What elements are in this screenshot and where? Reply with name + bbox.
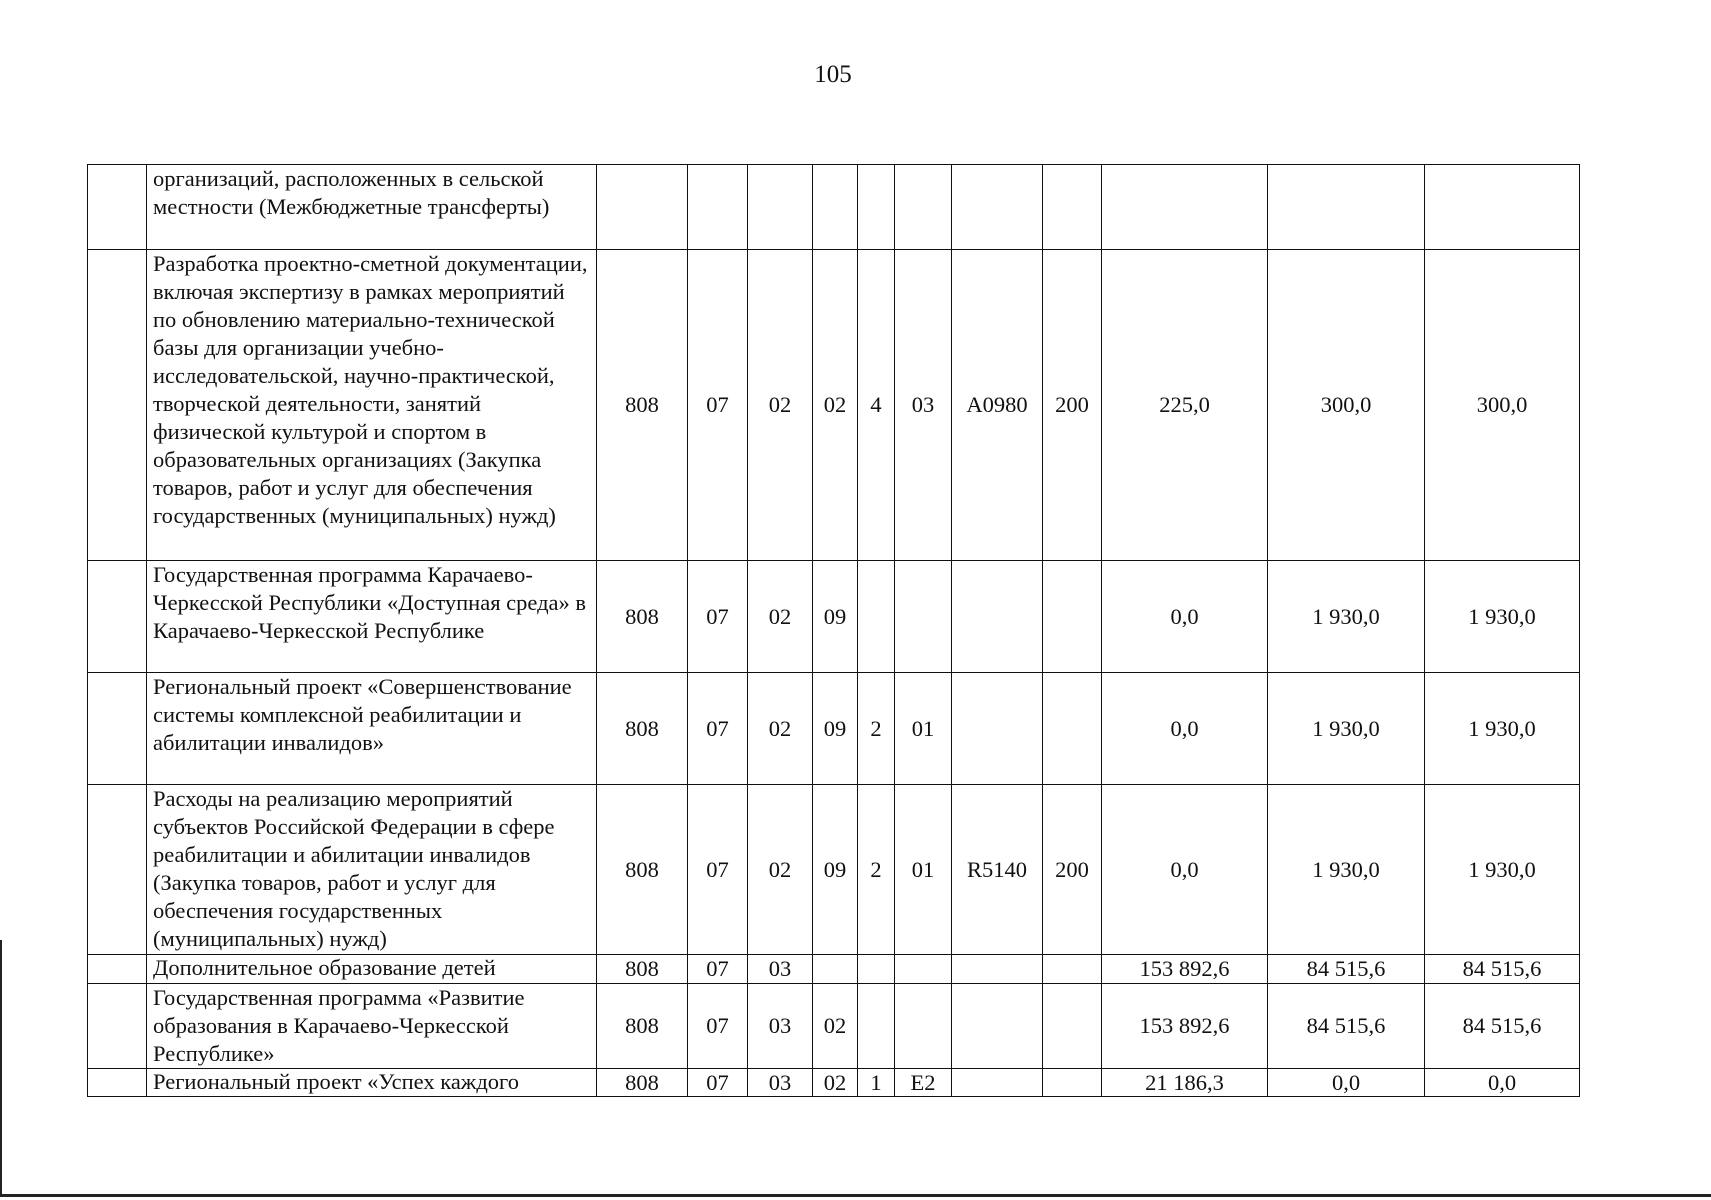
- ministry-code-cell: 808: [597, 250, 688, 561]
- amount-cell-2: 84 515,6: [1268, 955, 1425, 984]
- amount-cell-1: 153 892,6: [1102, 984, 1268, 1069]
- amount-cell-1: 0,0: [1102, 785, 1268, 955]
- expense-type-cell: 200: [1043, 785, 1102, 955]
- section-code-cell: 07: [688, 984, 748, 1069]
- row-number-cell: [88, 165, 147, 250]
- subsection-code-cell: 02: [748, 673, 813, 785]
- subsection-code-cell: 03: [748, 1069, 813, 1097]
- subsection-code-cell: 02: [748, 250, 813, 561]
- direction-code-cell: [952, 984, 1043, 1069]
- ministry-code-cell: 808: [597, 955, 688, 984]
- section-code-cell: 07: [688, 673, 748, 785]
- ministry-code-cell: [597, 165, 688, 250]
- budget-table: [87, 164, 1580, 1097]
- amount-cell-1: [1102, 165, 1268, 250]
- section-code-cell: 07: [688, 561, 748, 673]
- amount-cell-2: 84 515,6: [1268, 984, 1425, 1069]
- amount-cell-1: 0,0: [1102, 561, 1268, 673]
- subprogram-code-cell: 1: [858, 1069, 895, 1097]
- row-number-cell: [88, 561, 147, 673]
- amount-cell-2: 300,0: [1268, 250, 1425, 561]
- amount-cell-2: 1 930,0: [1268, 561, 1425, 673]
- item-name-cell: Дополнительное образование детей: [147, 955, 597, 984]
- program-code-cell: [813, 165, 858, 250]
- row-number-cell: [88, 955, 147, 984]
- subprogram-code-cell: [858, 561, 895, 673]
- amount-cell-1: 0,0: [1102, 673, 1268, 785]
- amount-cell-3: [1425, 165, 1580, 250]
- subsection-code-cell: 02: [748, 785, 813, 955]
- page-number: 105: [814, 61, 852, 88]
- row-number-cell: [88, 984, 147, 1069]
- event-code-cell: 01: [895, 673, 952, 785]
- direction-code-cell: R5140: [952, 785, 1043, 955]
- table-row: [88, 1069, 1580, 1097]
- amount-cell-1: 21 186,3: [1102, 1069, 1268, 1097]
- program-code-cell: [813, 955, 858, 984]
- expense-type-cell: 200: [1043, 250, 1102, 561]
- table-row: [88, 984, 1580, 1069]
- program-code-cell: 09: [813, 561, 858, 673]
- subprogram-code-cell: [858, 955, 895, 984]
- expense-type-cell: [1043, 673, 1102, 785]
- item-name-cell: Государственная программа Карачаево-Черкесской Республики «Доступная среда» в Карачаево-Черкесской Республике: [147, 561, 597, 673]
- program-code-cell: 09: [813, 785, 858, 955]
- item-name-cell: Разработка проектно-сметной документации, включая экспертизу в рамках мероприятий по обновлению материально-технической базы для организации учебно-исследовательской, научно-практической, творческой деятельности, занятий физической культурой и спортом в образовательных организациях (Закупка товаров, работ и услуг для обеспечения государственных (муниципальных) нужд): [147, 250, 597, 561]
- row-number-cell: [88, 785, 147, 955]
- ministry-code-cell: 808: [597, 673, 688, 785]
- amount-cell-2: [1268, 165, 1425, 250]
- item-name-cell: Региональный проект «Успех каждого: [147, 1069, 597, 1097]
- ministry-code-cell: 808: [597, 561, 688, 673]
- subprogram-code-cell: 4: [858, 250, 895, 561]
- item-name-cell: организаций, расположенных в сельской местности (Межбюджетные трансферты): [147, 165, 597, 250]
- direction-code-cell: [952, 165, 1043, 250]
- expense-type-cell: [1043, 1069, 1102, 1097]
- table-row: [88, 955, 1580, 984]
- section-code-cell: [688, 165, 748, 250]
- direction-code-cell: [952, 955, 1043, 984]
- direction-code-cell: [952, 561, 1043, 673]
- subprogram-code-cell: [858, 984, 895, 1069]
- section-code-cell: 07: [688, 785, 748, 955]
- amount-cell-1: 153 892,6: [1102, 955, 1268, 984]
- expense-type-cell: [1043, 984, 1102, 1069]
- amount-cell-3: 1 930,0: [1425, 673, 1580, 785]
- table-row: [88, 673, 1580, 785]
- direction-code-cell: [952, 1069, 1043, 1097]
- item-name-cell: Региональный проект «Совершенствование системы комплексной реабилитации и абилитации инвалидов»: [147, 673, 597, 785]
- event-code-cell: [895, 165, 952, 250]
- subsection-code-cell: 02: [748, 561, 813, 673]
- direction-code-cell: [952, 673, 1043, 785]
- program-code-cell: 09: [813, 673, 858, 785]
- amount-cell-1: 225,0: [1102, 250, 1268, 561]
- amount-cell-3: 1 930,0: [1425, 785, 1580, 955]
- subprogram-code-cell: [858, 165, 895, 250]
- table-row: [88, 165, 1580, 250]
- amount-cell-2: 1 930,0: [1268, 785, 1425, 955]
- event-code-cell: 03: [895, 250, 952, 561]
- section-code-cell: 07: [688, 955, 748, 984]
- expense-type-cell: [1043, 955, 1102, 984]
- direction-code-cell: A0980: [952, 250, 1043, 561]
- item-name-cell: Государственная программа «Развитие образования в Карачаево-Черкесской Республике»: [147, 984, 597, 1069]
- scan-edge-bottom: [0, 1194, 1711, 1197]
- amount-cell-3: 84 515,6: [1425, 984, 1580, 1069]
- event-code-cell: 01: [895, 785, 952, 955]
- row-number-cell: [88, 250, 147, 561]
- event-code-cell: E2: [895, 1069, 952, 1097]
- program-code-cell: 02: [813, 250, 858, 561]
- amount-cell-3: 300,0: [1425, 250, 1580, 561]
- subprogram-code-cell: 2: [858, 785, 895, 955]
- table-row: [88, 250, 1580, 561]
- subsection-code-cell: 03: [748, 984, 813, 1069]
- subsection-code-cell: 03: [748, 955, 813, 984]
- subsection-code-cell: [748, 165, 813, 250]
- ministry-code-cell: 808: [597, 785, 688, 955]
- amount-cell-3: 0,0: [1425, 1069, 1580, 1097]
- program-code-cell: 02: [813, 984, 858, 1069]
- row-number-cell: [88, 1069, 147, 1097]
- amount-cell-3: 84 515,6: [1425, 955, 1580, 984]
- amount-cell-2: 0,0: [1268, 1069, 1425, 1097]
- section-code-cell: 07: [688, 250, 748, 561]
- scan-edge-left: [0, 940, 2, 1196]
- ministry-code-cell: 808: [597, 984, 688, 1069]
- table-row: [88, 785, 1580, 955]
- event-code-cell: [895, 561, 952, 673]
- expense-type-cell: [1043, 165, 1102, 250]
- event-code-cell: [895, 955, 952, 984]
- expense-type-cell: [1043, 561, 1102, 673]
- subprogram-code-cell: 2: [858, 673, 895, 785]
- table-row: [88, 561, 1580, 673]
- item-name-cell: Расходы на реализацию мероприятий субъектов Российской Федерации в сфере реабилитации и абилитации инвалидов (Закупка товаров, работ и услуг для обеспечения государственных (муниципальных) нужд): [147, 785, 597, 955]
- program-code-cell: 02: [813, 1069, 858, 1097]
- row-number-cell: [88, 673, 147, 785]
- amount-cell-3: 1 930,0: [1425, 561, 1580, 673]
- amount-cell-2: 1 930,0: [1268, 673, 1425, 785]
- event-code-cell: [895, 984, 952, 1069]
- ministry-code-cell: 808: [597, 1069, 688, 1097]
- section-code-cell: 07: [688, 1069, 748, 1097]
